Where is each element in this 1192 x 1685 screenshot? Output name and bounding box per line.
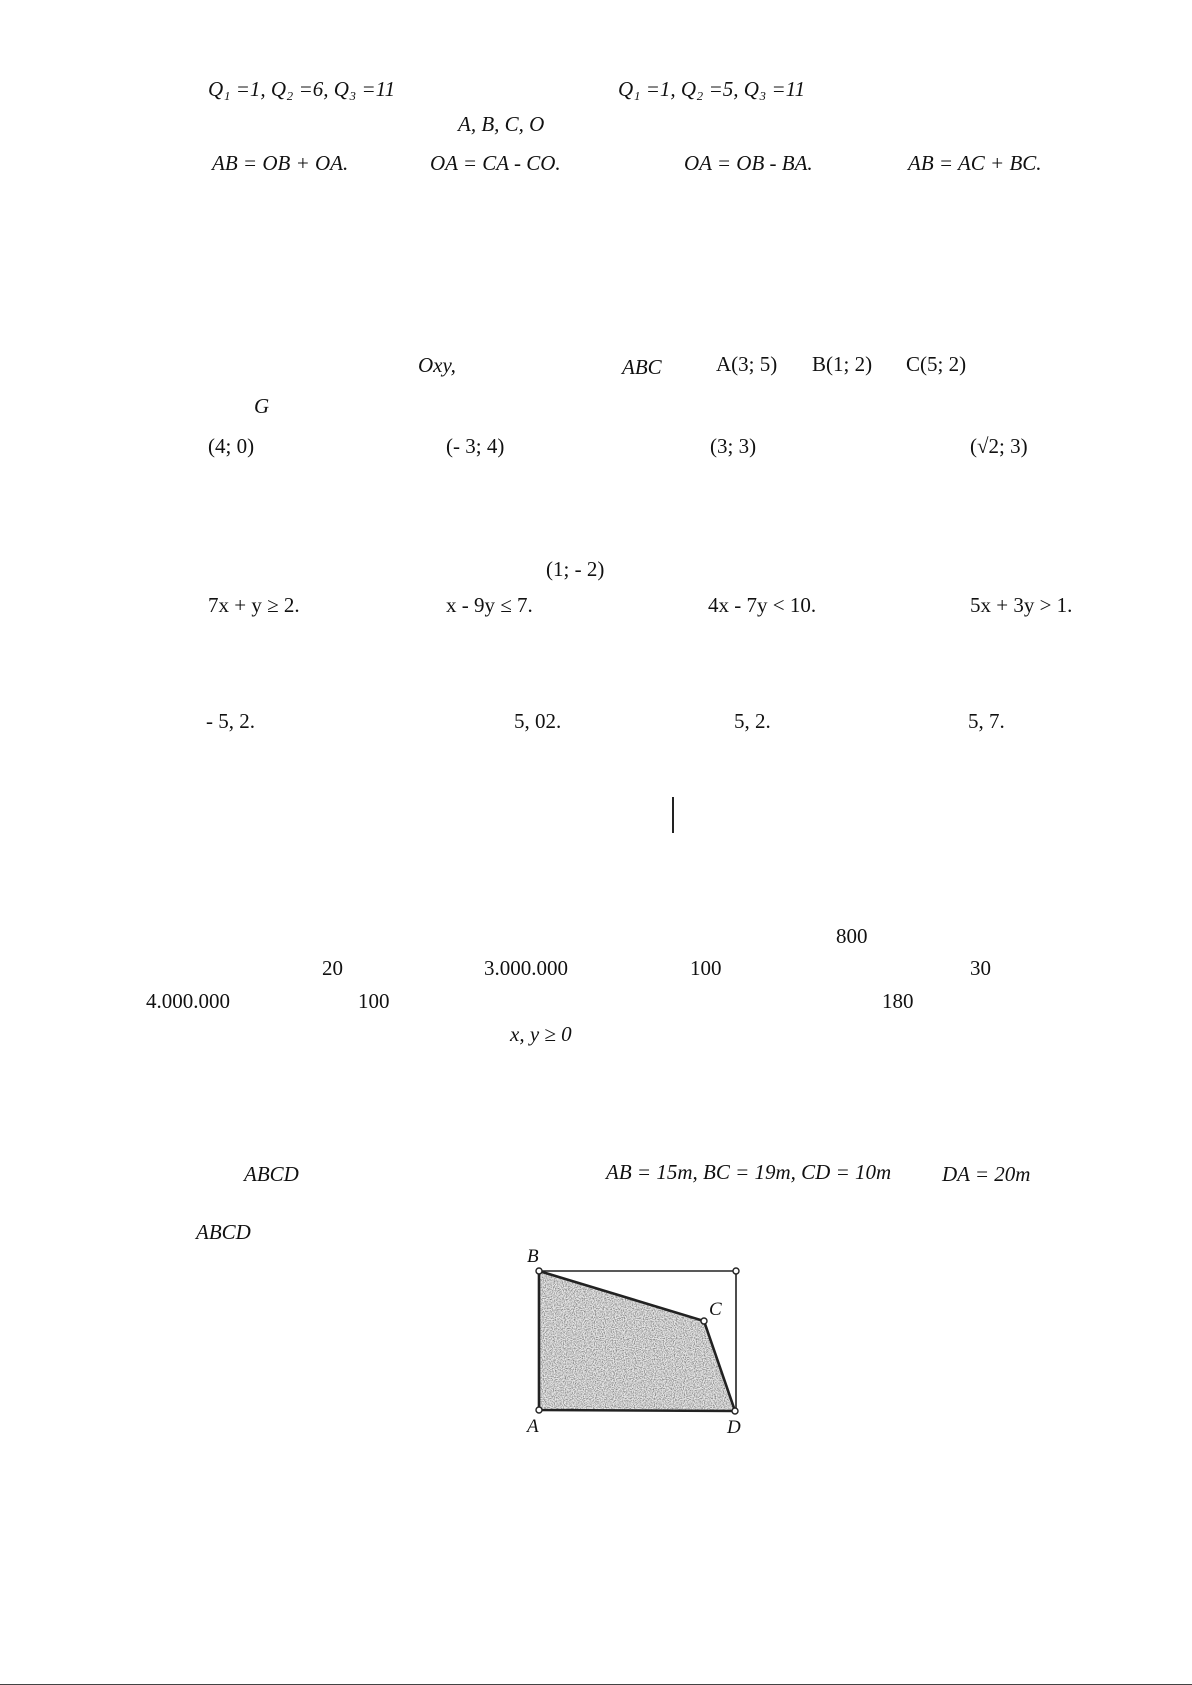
label-b: B — [527, 1246, 539, 1267]
label-c: C — [709, 1299, 722, 1320]
vector-option-c: OA = OB - BA. — [684, 151, 813, 175]
number-option-a: - 5, 2. — [206, 709, 255, 733]
coordinate-system-label: Oxy, — [418, 353, 456, 377]
inequality-option-c: 4x - 7y < 10. — [708, 593, 817, 617]
value-180: 180 — [882, 989, 914, 1013]
inequality-option-a: 7x + y ≥ 2. — [208, 593, 300, 617]
number-option-c: 5, 2. — [734, 709, 771, 733]
vertex-d — [732, 1408, 738, 1414]
points-abco: A, B, C, O — [458, 112, 545, 136]
vertex-c — [701, 1318, 707, 1324]
vertex-b — [536, 1268, 542, 1274]
value-20: 20 — [322, 956, 343, 980]
number-option-d: 5, 7. — [968, 709, 1005, 733]
vertex-a — [536, 1407, 542, 1413]
label-a: A — [527, 1416, 539, 1437]
centroid-option-a: (4; 0) — [208, 434, 255, 458]
vertex-corner — [733, 1268, 739, 1274]
inequality-option-d: 5x + 3y > 1. — [970, 593, 1073, 617]
triangle-label: ABC — [622, 355, 662, 379]
vector-option-b: OA = CA - CO. — [430, 151, 561, 175]
label-d: D — [727, 1417, 741, 1438]
quadrilateral-figure — [520, 1244, 750, 1440]
centroid-option-b: (- 3; 4) — [446, 434, 505, 458]
quartile-option-2: Q₁ =1, Q₂ =5, Q₃ =11 — [618, 77, 806, 101]
value-3000000: 3.000.000 — [484, 956, 568, 980]
vector-option-a: AB = OB + OA. — [212, 151, 349, 175]
quartile-option-1: Q₁ =1, Q₂ =6, Q₃ =11 — [208, 77, 396, 101]
side-lengths: AB = 15m, BC = 19m, CD = 10m — [606, 1160, 892, 1184]
centroid-option-d: (√2; 3) — [970, 434, 1028, 458]
vector-option-d: AB = AC + BC. — [908, 151, 1042, 175]
vertical-bar-mark — [672, 797, 674, 833]
centroid-label: G — [254, 394, 270, 418]
point-a-coordinates: A(3; 5) — [716, 352, 778, 376]
value-100-first: 100 — [690, 956, 722, 980]
value-30: 30 — [970, 956, 991, 980]
quadrilateral-label: ABCD — [244, 1162, 299, 1186]
point-c-coordinates: C(5; 2) — [906, 352, 967, 376]
given-point: (1; - 2) — [546, 557, 605, 581]
value-800: 800 — [836, 924, 868, 948]
number-option-b: 5, 02. — [514, 709, 562, 733]
value-4000000: 4.000.000 — [146, 989, 230, 1013]
quadrilateral-label-2: ABCD — [196, 1220, 251, 1244]
point-b-coordinates: B(1; 2) — [812, 352, 873, 376]
centroid-option-c: (3; 3) — [710, 434, 757, 458]
nonnegativity-condition: x, y ≥ 0 — [510, 1022, 572, 1046]
side-da-length: DA = 20m — [942, 1162, 1031, 1186]
value-100-second: 100 — [358, 989, 390, 1013]
inequality-option-b: x - 9y ≤ 7. — [446, 593, 533, 617]
